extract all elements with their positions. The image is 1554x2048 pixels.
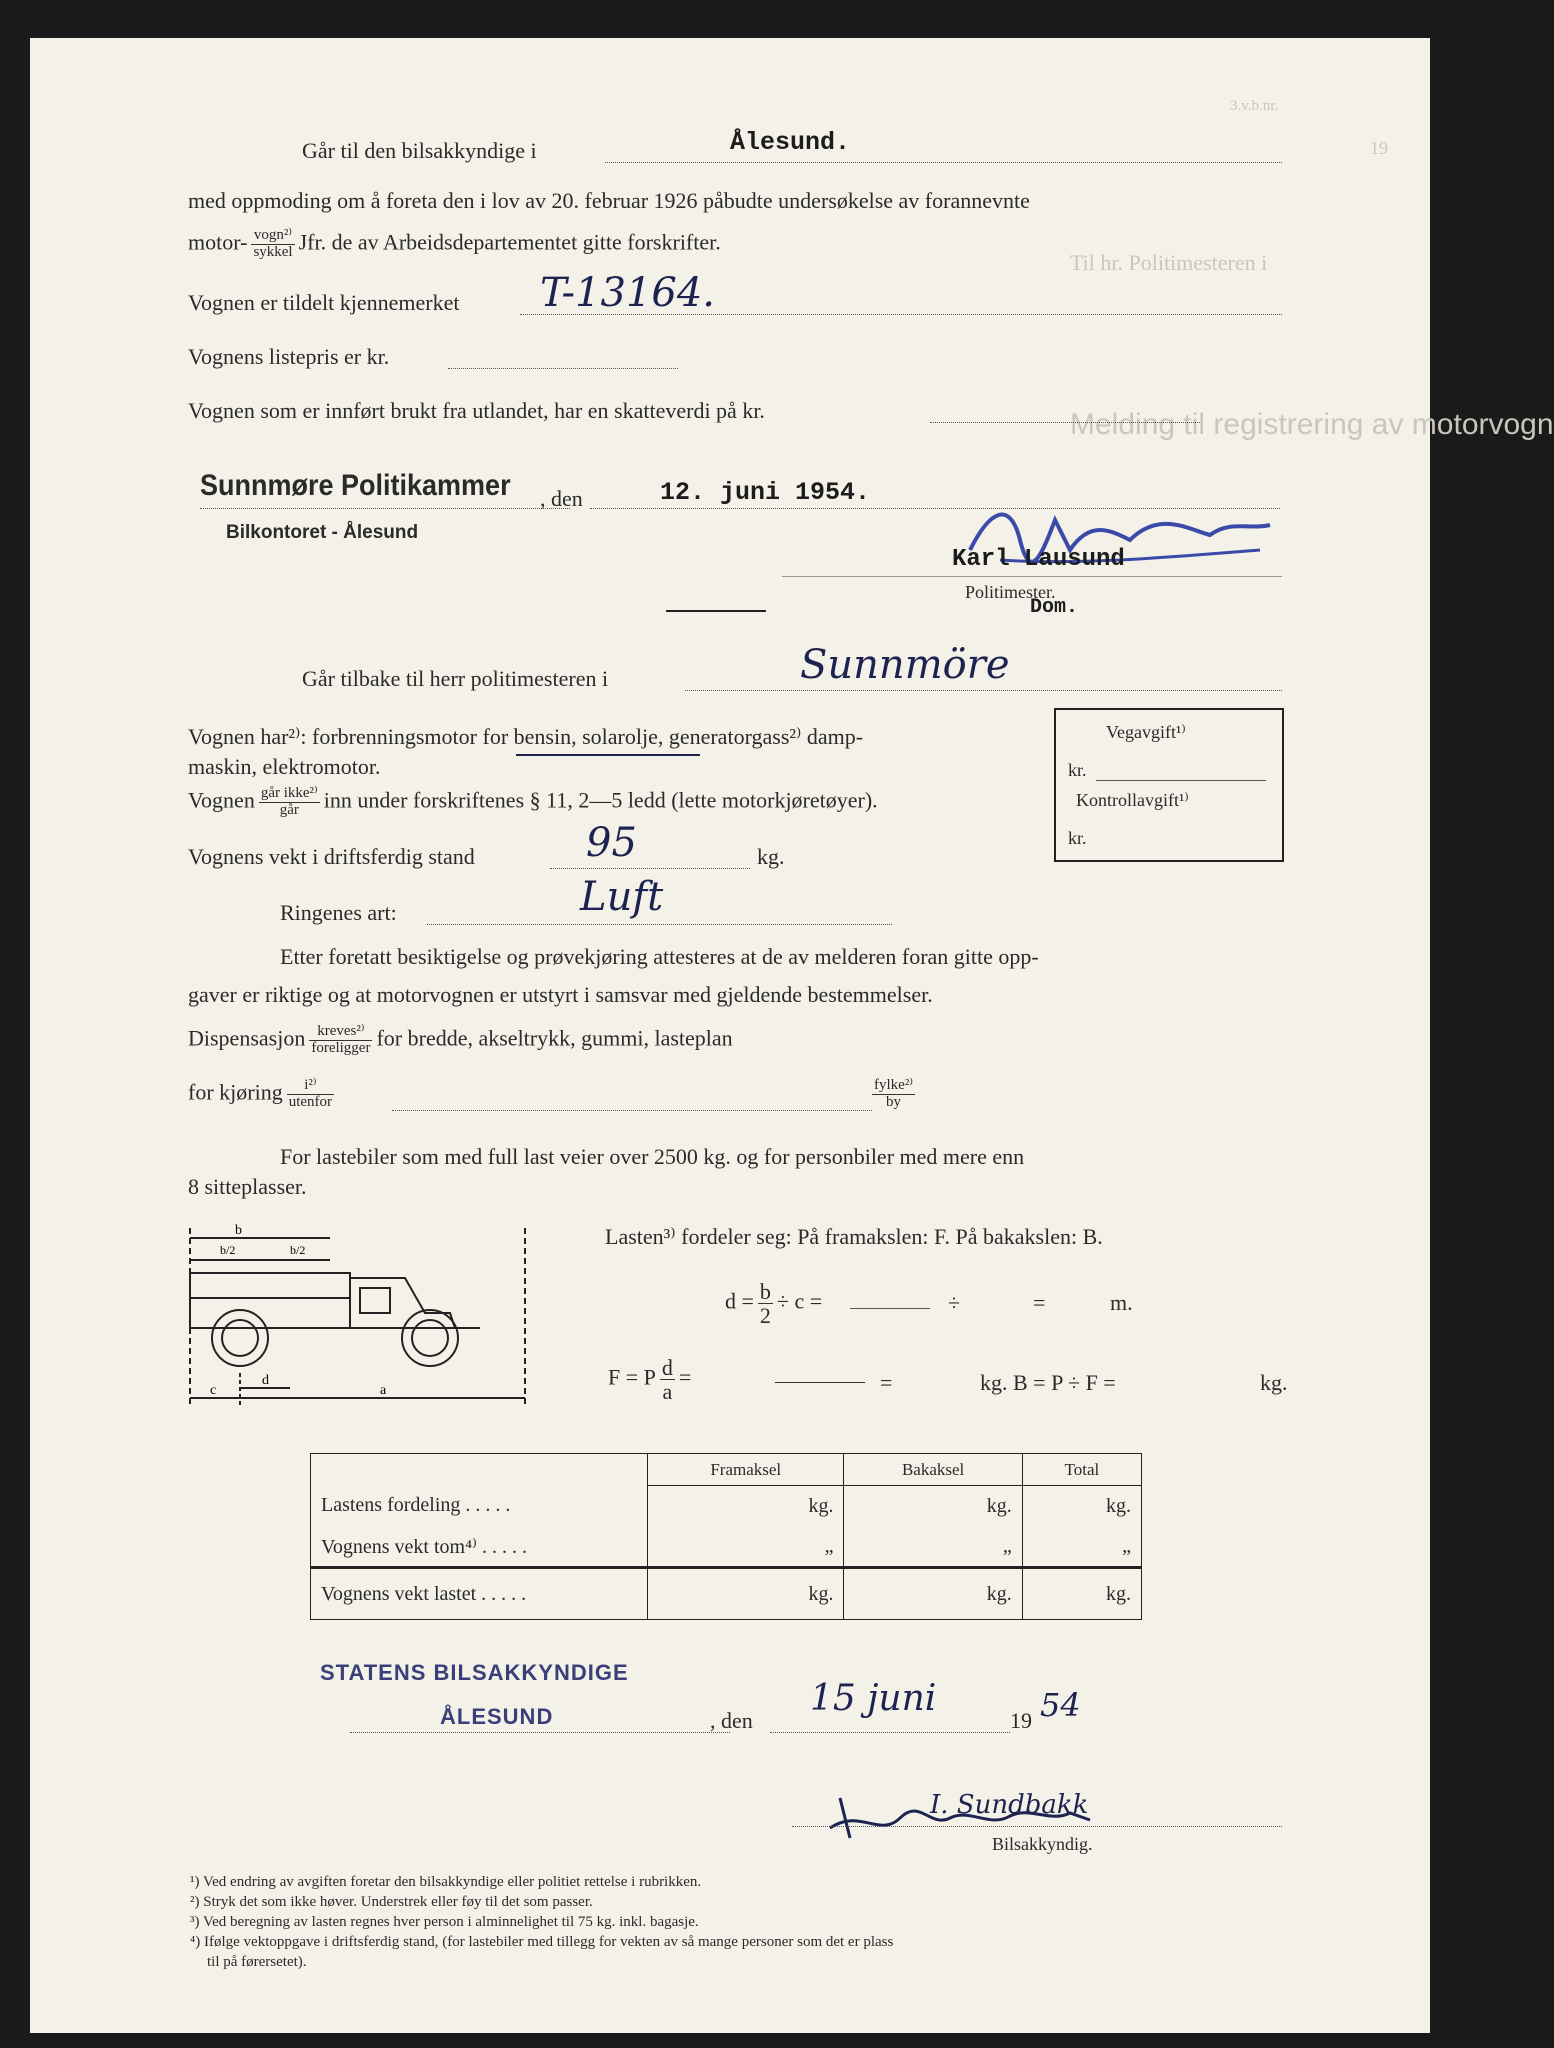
inspector-signature-line — [792, 1826, 1282, 1827]
formula-d-blank-1 — [850, 1308, 930, 1309]
formula-f-eq: = — [880, 1370, 893, 1395]
goes-under-line: Vognen $\frac{\text{går ikke²⁾}}{\text{går}}$ inn under forskriftenes § 11, 2—5 ledd (lette motorkjøretøyer). — [188, 785, 878, 818]
police-sub-office: Bilkontoret - Ålesund — [226, 522, 419, 543]
footnote-2: ²) Stryk det som ikke høver. Understrek eller føy til det som passer. — [190, 1894, 593, 1910]
inspector-signature-text: I. Sundbakk — [930, 1790, 1089, 1820]
police-office: Sunnmøre Politikammer — [200, 468, 511, 502]
top-right-number: 19 — [1370, 138, 1388, 158]
reg-mark-value: T-13164. — [540, 270, 715, 316]
inspector-year-suffix: 54 — [1040, 1686, 1081, 1724]
vegavgift-label: Vegavgift¹⁾ — [1106, 722, 1186, 742]
kontrollavgift-kr: kr. — [1068, 828, 1087, 848]
truck-line-2: 8 sitteplasser. — [188, 1174, 307, 1199]
vegavgift-kr: kr. — [1068, 760, 1087, 780]
footnote-1: ¹) Ved endring av avgiften foretar den bilsakkyndige eller politiet rettelse i rubrikken. — [190, 1874, 702, 1890]
engine-line-1: Vognen har²⁾: forbrenningsmotor for bensin, solarolje, generatorgass²⁾ damp- — [188, 724, 864, 749]
table-cell: „ — [648, 1526, 844, 1568]
officer-title: Politimester. — [965, 582, 1056, 602]
return-value: Sunnmöre — [800, 642, 1010, 688]
table-row-label: Vognens vekt lastet . . . . . — [311, 1568, 648, 1620]
inspector-date-line — [770, 1732, 1010, 1733]
inspector-den: , den — [710, 1708, 753, 1733]
inspector-stamp-line-1: STATENS BILSAKKYNDIGE — [320, 1660, 629, 1685]
form-page — [30, 38, 1554, 2033]
inspector-place-line — [350, 1732, 730, 1733]
formula-d-unit: m. — [1110, 1290, 1133, 1315]
diagram-label-b2-left: b/2 — [220, 1243, 236, 1257]
truck-diagram — [180, 1218, 580, 1418]
motor-line: motor- $\frac{\text{vogn²⁾}}{\text{sykkel}}$ Jfr. de av Arbeidsdepartementet gitte forskrifter. — [188, 227, 721, 260]
formula-f-fraction-bar — [775, 1382, 865, 1383]
return-line — [685, 690, 1282, 691]
attest-line-1: Etter foretatt besiktigelse og prøvekjøring attesteres at de av melderen foran gitte opp- — [280, 944, 1039, 969]
table-row-label: Lastens fordeling . . . . . — [311, 1486, 648, 1527]
top-right-marks: 3.v.b.nr. — [1230, 98, 1279, 114]
formula-d: d = $\frac{b}{2}$ ÷ c = — [725, 1279, 823, 1329]
table-row — [311, 1568, 1142, 1620]
inspector-stamp-line-2: ÅLESUND — [440, 1704, 554, 1729]
table-corner — [311, 1454, 648, 1486]
table-cell: kg. — [844, 1568, 1022, 1620]
officer-line — [782, 576, 1282, 577]
vegavgift-line — [1096, 780, 1266, 781]
police-den: , den — [540, 486, 583, 511]
diagram-label-b: b — [235, 1223, 242, 1238]
request-text: med oppmoding om å foreta den i lov av 20. februar 1926 påbudte undersøkelse av forannevnte — [188, 188, 1030, 213]
return-label: Går tilbake til herr politimesteren i — [302, 666, 609, 691]
drive-line: for kjøring $\frac{\text{i²⁾}}{\text{utenfor}}$ — [188, 1077, 333, 1110]
engine-underline — [516, 754, 700, 756]
reg-mark-label: Vognen er tildelt kjennemerket — [188, 290, 460, 315]
table-cell: „ — [1022, 1526, 1141, 1568]
inspector-year-prefix: 19 — [1010, 1708, 1032, 1733]
table-cell: „ — [844, 1526, 1022, 1568]
table-header-framaksel: Framaksel — [648, 1454, 844, 1486]
attest-line-2: gaver er riktige og at motorvognen er utstyrt i samsvar med gjeldende bestemmelser. — [188, 982, 933, 1007]
table-row — [311, 1526, 1142, 1568]
diagram-label-b2-right: b/2 — [290, 1243, 306, 1257]
engine-line-2: maskin, elektromotor. — [188, 754, 381, 779]
separator-rule — [666, 610, 766, 612]
table-cell: kg. — [844, 1486, 1022, 1527]
police-office-line — [200, 508, 570, 509]
drive-line-blank — [392, 1110, 872, 1111]
diagram-label-a: a — [380, 1383, 387, 1398]
list-price-line — [448, 368, 678, 369]
bleed-through-to-line: Til hr. Politimesteren i — [1070, 250, 1268, 275]
officer-name: Karl Lausund — [952, 546, 1125, 573]
table-cell: kg. — [1022, 1568, 1141, 1620]
formula-b: kg. B = P ÷ F = — [980, 1370, 1116, 1395]
tyres-line — [427, 924, 892, 925]
load-table — [310, 1453, 1142, 1620]
police-date: 12. juni 1954. — [660, 478, 871, 507]
officer-abbr: Dom. — [1030, 596, 1079, 619]
inspector-date: 15 juni — [810, 1678, 937, 1719]
load-distribution-line: Lasten³⁾ fordeler seg: På framakslen: F. På bakakslen: B. — [605, 1224, 1103, 1249]
weight-value: 95 — [586, 820, 637, 866]
goes-to-line — [605, 162, 1282, 163]
inspector-title: Bilsakkyndig. — [992, 1834, 1093, 1854]
bleed-through-title: Melding til registrering av motorvogn — [1070, 408, 1554, 441]
footnote-4-cont: til på førersetet). — [207, 1954, 307, 1970]
weight-label: Vognens vekt i driftsferdig stand — [188, 844, 475, 869]
import-label: Vognen som er innført brukt fra utlandet, har en skatteverdi på kr. — [188, 398, 765, 423]
county-fraction: $\frac{\text{fylke²⁾}}{by}$ — [874, 1077, 914, 1110]
weight-line — [550, 868, 750, 869]
fee-box — [1054, 708, 1284, 862]
tyres-label: Ringenes art: — [280, 900, 397, 925]
weight-unit: kg. — [757, 844, 785, 869]
footnote-4: ⁴) Ifølge vektoppgave i driftsferdig stand, (for lastebiler med tillegg for vekten av så mange personer som det er plass — [190, 1934, 894, 1950]
dispensation-line: Dispensasjon $\frac{\text{kreves²⁾}}{\text{foreligger}}$ for bredde, akseltrykk, gummi, lasteplan — [188, 1023, 733, 1056]
goes-to-city: Ålesund. — [730, 128, 851, 157]
kontrollavgift-label: Kontrollavgift¹⁾ — [1076, 790, 1189, 810]
list-price-label: Vognens listepris er kr. — [188, 344, 390, 369]
import-line — [930, 422, 1200, 423]
table-row-label: Vognens vekt tom⁴⁾ . . . . . — [311, 1526, 648, 1568]
formula-d-eq: = — [1033, 1290, 1046, 1315]
formula-b-unit: kg. — [1260, 1370, 1288, 1395]
formula-f: F = P $\frac{d}{a}$ = — [608, 1355, 692, 1405]
table-header-total: Total — [1022, 1454, 1141, 1486]
table-cell: kg. — [648, 1486, 844, 1527]
formula-d-div: ÷ — [948, 1290, 961, 1315]
goes-to-label: Går til den bilsakkyndige i — [302, 138, 537, 163]
table-header-bakaksel: Bakaksel — [844, 1454, 1022, 1486]
diagram-label-d: d — [262, 1373, 269, 1388]
tyres-value: Luft — [580, 874, 664, 920]
table-cell: kg. — [648, 1568, 844, 1620]
truck-line-1: For lastebiler som med full last veier over 2500 kg. og for personbiler med mere enn — [280, 1144, 1025, 1169]
footnote-3: ³) Ved beregning av lasten regnes hver person i alminnelighet til 75 kg. inkl. bagasje. — [190, 1914, 699, 1930]
diagram-label-c: c — [210, 1383, 217, 1398]
table-row — [311, 1486, 1142, 1527]
table-cell: kg. — [1022, 1486, 1141, 1527]
